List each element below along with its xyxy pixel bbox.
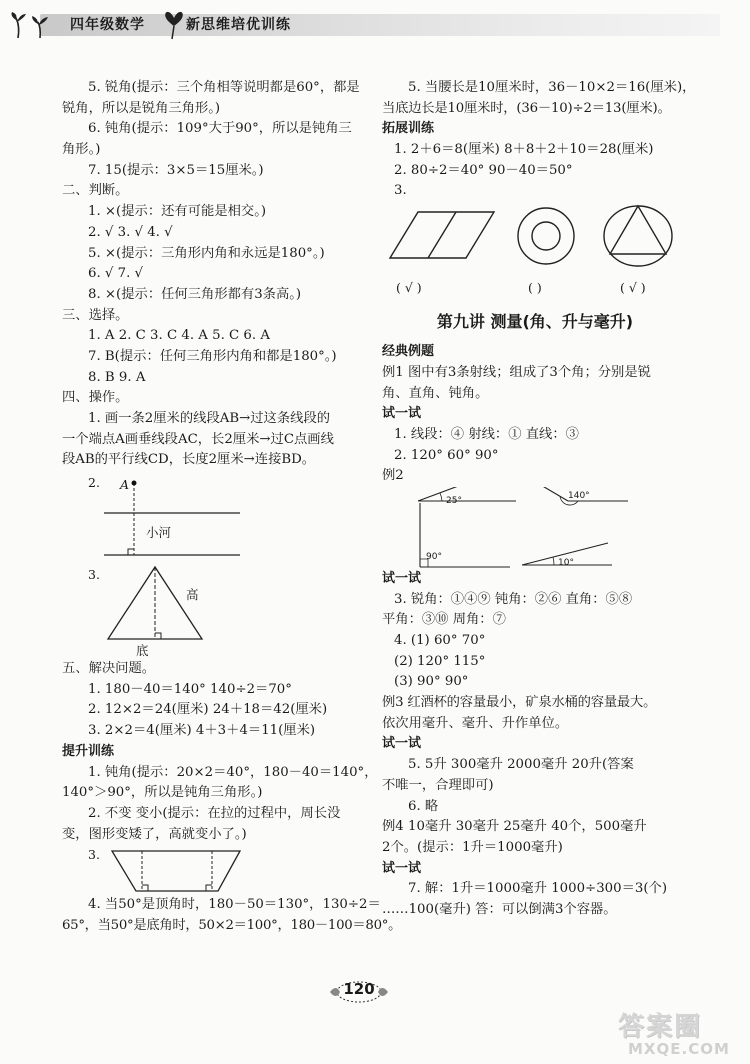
text-line: 2. 12×2＝24(厘米) 24＋18＝42(厘米) — [88, 702, 328, 718]
text-line: 角、直角、钝角。 — [382, 385, 489, 401]
answer-mark: ( √ ) — [396, 280, 422, 296]
figure-number: 3. — [88, 847, 100, 863]
text-line: 1. 2＋6＝8(厘米) 8＋8＋2＋10＝28(厘米) — [394, 142, 654, 158]
text-line: 平角：③⑩ 周角：⑦ — [382, 612, 506, 628]
text-line: 角形。) — [62, 142, 101, 158]
text-line: 不唯一，合理即可) — [382, 777, 494, 793]
point-label: A — [120, 477, 130, 493]
text-line: 7. B(提示：任何三角形内角和都是180°。) — [88, 348, 337, 364]
text-line: 依次用毫升、毫升、升作单位。 — [382, 715, 569, 731]
text-line: 例4 10毫升 30毫升 25毫升 40个，500毫升 — [382, 819, 647, 835]
watermark-logo — [618, 1006, 744, 1060]
text-line: (3) 90° 90° — [394, 674, 469, 690]
text-line: ……100(毫升) 答：可以倒满3个容器。 — [382, 901, 617, 917]
figure-shapes — [382, 202, 688, 300]
section-heading: 五、解决问题。 — [62, 661, 156, 677]
text-line: 5. 当腰长是10厘米时，36－10×2＝16(厘米)， — [408, 80, 696, 95]
trapezoid-diagram — [62, 845, 362, 895]
text-line: 4. (1) 60° 70° — [394, 633, 486, 648]
text-line: 当底边长是10厘米时，(36－10)÷2＝13(厘米)。 — [382, 100, 671, 116]
text-line: 3. — [394, 183, 407, 199]
text-line: 7. 15(提示：3×5＝15厘米。) — [88, 162, 264, 178]
shapes-diagram — [382, 202, 688, 274]
triangle-diagram — [62, 565, 362, 659]
height-label: 高 — [186, 587, 199, 603]
river-label: 小河 — [146, 525, 172, 541]
figure-river — [62, 471, 362, 565]
text-line: (2) 120° 115° — [394, 653, 486, 669]
text-line: 65°，当50°是底角时，50×2＝100°，180－100＝80°。 — [62, 917, 402, 933]
text-line: 2个。(提示：1升＝1000毫升) — [382, 839, 563, 855]
text-line: 2. 80÷2＝40° 90－40＝50° — [394, 162, 573, 178]
text-line: 2. √ 3. √ 4. √ — [88, 224, 173, 240]
text-line: 一个端点A画垂线段AC，长2厘米→过C点画线 — [62, 431, 334, 447]
text-line: 变，图形变矮了，高就变小了。) — [62, 826, 247, 842]
text-line: 6. 略 — [408, 798, 439, 814]
figure-triangle — [62, 565, 362, 659]
angle-label: 90° — [426, 551, 442, 562]
text-line: 6. √ 7. √ — [88, 266, 143, 282]
text-line: 140°＞90°，所以是钝角三角形。) — [62, 785, 263, 801]
text-line: 5. ×(提示：三角形内角和永远是180°。) — [88, 245, 325, 261]
text-line: 1. ×(提示：还有可能是相交。) — [88, 204, 267, 220]
text-line: 2. 120° 60° 90° — [394, 447, 499, 463]
figure-angles — [382, 487, 688, 569]
section-heading: 提升训练 — [62, 743, 115, 759]
text-line: 5. 锐角(提示：三个角相等说明都是60°，都是 — [88, 80, 360, 95]
river-diagram — [62, 471, 362, 565]
angle-label: 140° — [568, 490, 590, 501]
heart-icon — [163, 6, 185, 40]
section-heading: 四、操作。 — [62, 390, 129, 406]
text-line: 1. 线段：④ 射线：① 直线：③ — [394, 426, 579, 442]
text-line: 2. 不变 变小(提示：在拉的过程中，周长没 — [88, 805, 341, 821]
figure-number: 2. — [88, 475, 100, 491]
section-heading: 试一试 — [382, 406, 422, 422]
answer-mark: ( ) — [528, 280, 542, 296]
section-heading: 二、判断。 — [62, 183, 129, 199]
base-label: 底 — [136, 643, 149, 659]
text-line: 例3 红酒杯的容量最小，矿泉水桶的容量最大。 — [382, 695, 657, 711]
section-heading: 试一试 — [382, 570, 422, 586]
figure-number: 3. — [88, 567, 100, 583]
page-number — [326, 976, 392, 1006]
text-line: 8. B 9. A — [88, 369, 146, 385]
section-heading: 拓展训练 — [382, 121, 435, 137]
text-line: 3. 锐角：①④⑨ 钝角：②⑥ 直角：⑤⑧ — [394, 591, 633, 607]
text-line: 例2 — [382, 468, 404, 484]
text-line: 1. 180－40＝140° 140÷2＝70° — [88, 681, 292, 697]
text-line: 1. 画一条2厘米的线段AB→过这条线段的 — [88, 411, 331, 426]
right-column — [382, 78, 696, 921]
watermark-text: 答案圈 — [618, 1012, 703, 1042]
lecture-title: 第九讲 测量(角、升与毫升) — [436, 312, 634, 332]
text-line: 7. 解：1升＝1000毫升 1000÷300＝3(个) — [408, 881, 668, 897]
section-heading: 三、选择。 — [62, 307, 129, 323]
section-heading: 试一试 — [382, 736, 422, 752]
text-line: 例1 图中有3条射线；组成了3个角；分别是锐 — [382, 364, 651, 380]
section-heading: 试一试 — [382, 860, 422, 876]
text-line: 3. 2×2＝4(厘米) 4＋3＋4＝11(厘米) — [88, 723, 316, 739]
sprout-icon — [10, 10, 60, 40]
text-line: 锐角，所以是锐角三角形。) — [62, 100, 221, 116]
text-line: 段AB的平行线CD，长度2厘米→连接BD。 — [62, 452, 316, 468]
text-line: 8. ×(提示：任何三角形都有3条高。) — [88, 286, 302, 302]
text-line: 5. 5升 300毫升 2000毫升 20升(答案 — [408, 757, 634, 773]
text-line: 4. 当50°是顶角时，180－50＝130°，130÷2＝ — [88, 897, 381, 913]
section-heading: 经典例题 — [382, 344, 435, 360]
answer-mark: ( √ ) — [620, 280, 646, 296]
angle-label: 10° — [558, 557, 574, 568]
angle-label: 25° — [446, 495, 462, 506]
figure-trapezoid — [62, 845, 362, 895]
text-line: 1. A 2. C 3. C 4. A 5. C 6. A — [88, 328, 270, 344]
text-line: 6. 钝角(提示：109°大于90°，所以是钝角三 — [88, 121, 352, 137]
header-title-series: 新思维培优训练 — [186, 17, 291, 33]
page-header — [0, 0, 750, 46]
watermark-url: MXQE.COM — [628, 1040, 730, 1058]
page-number-text: 120 — [343, 980, 375, 998]
header-title-grade: 四年级数学 — [70, 17, 145, 33]
text-line: 1. 钝角(提示：20×2＝40°，180－40＝140°， — [88, 764, 378, 780]
